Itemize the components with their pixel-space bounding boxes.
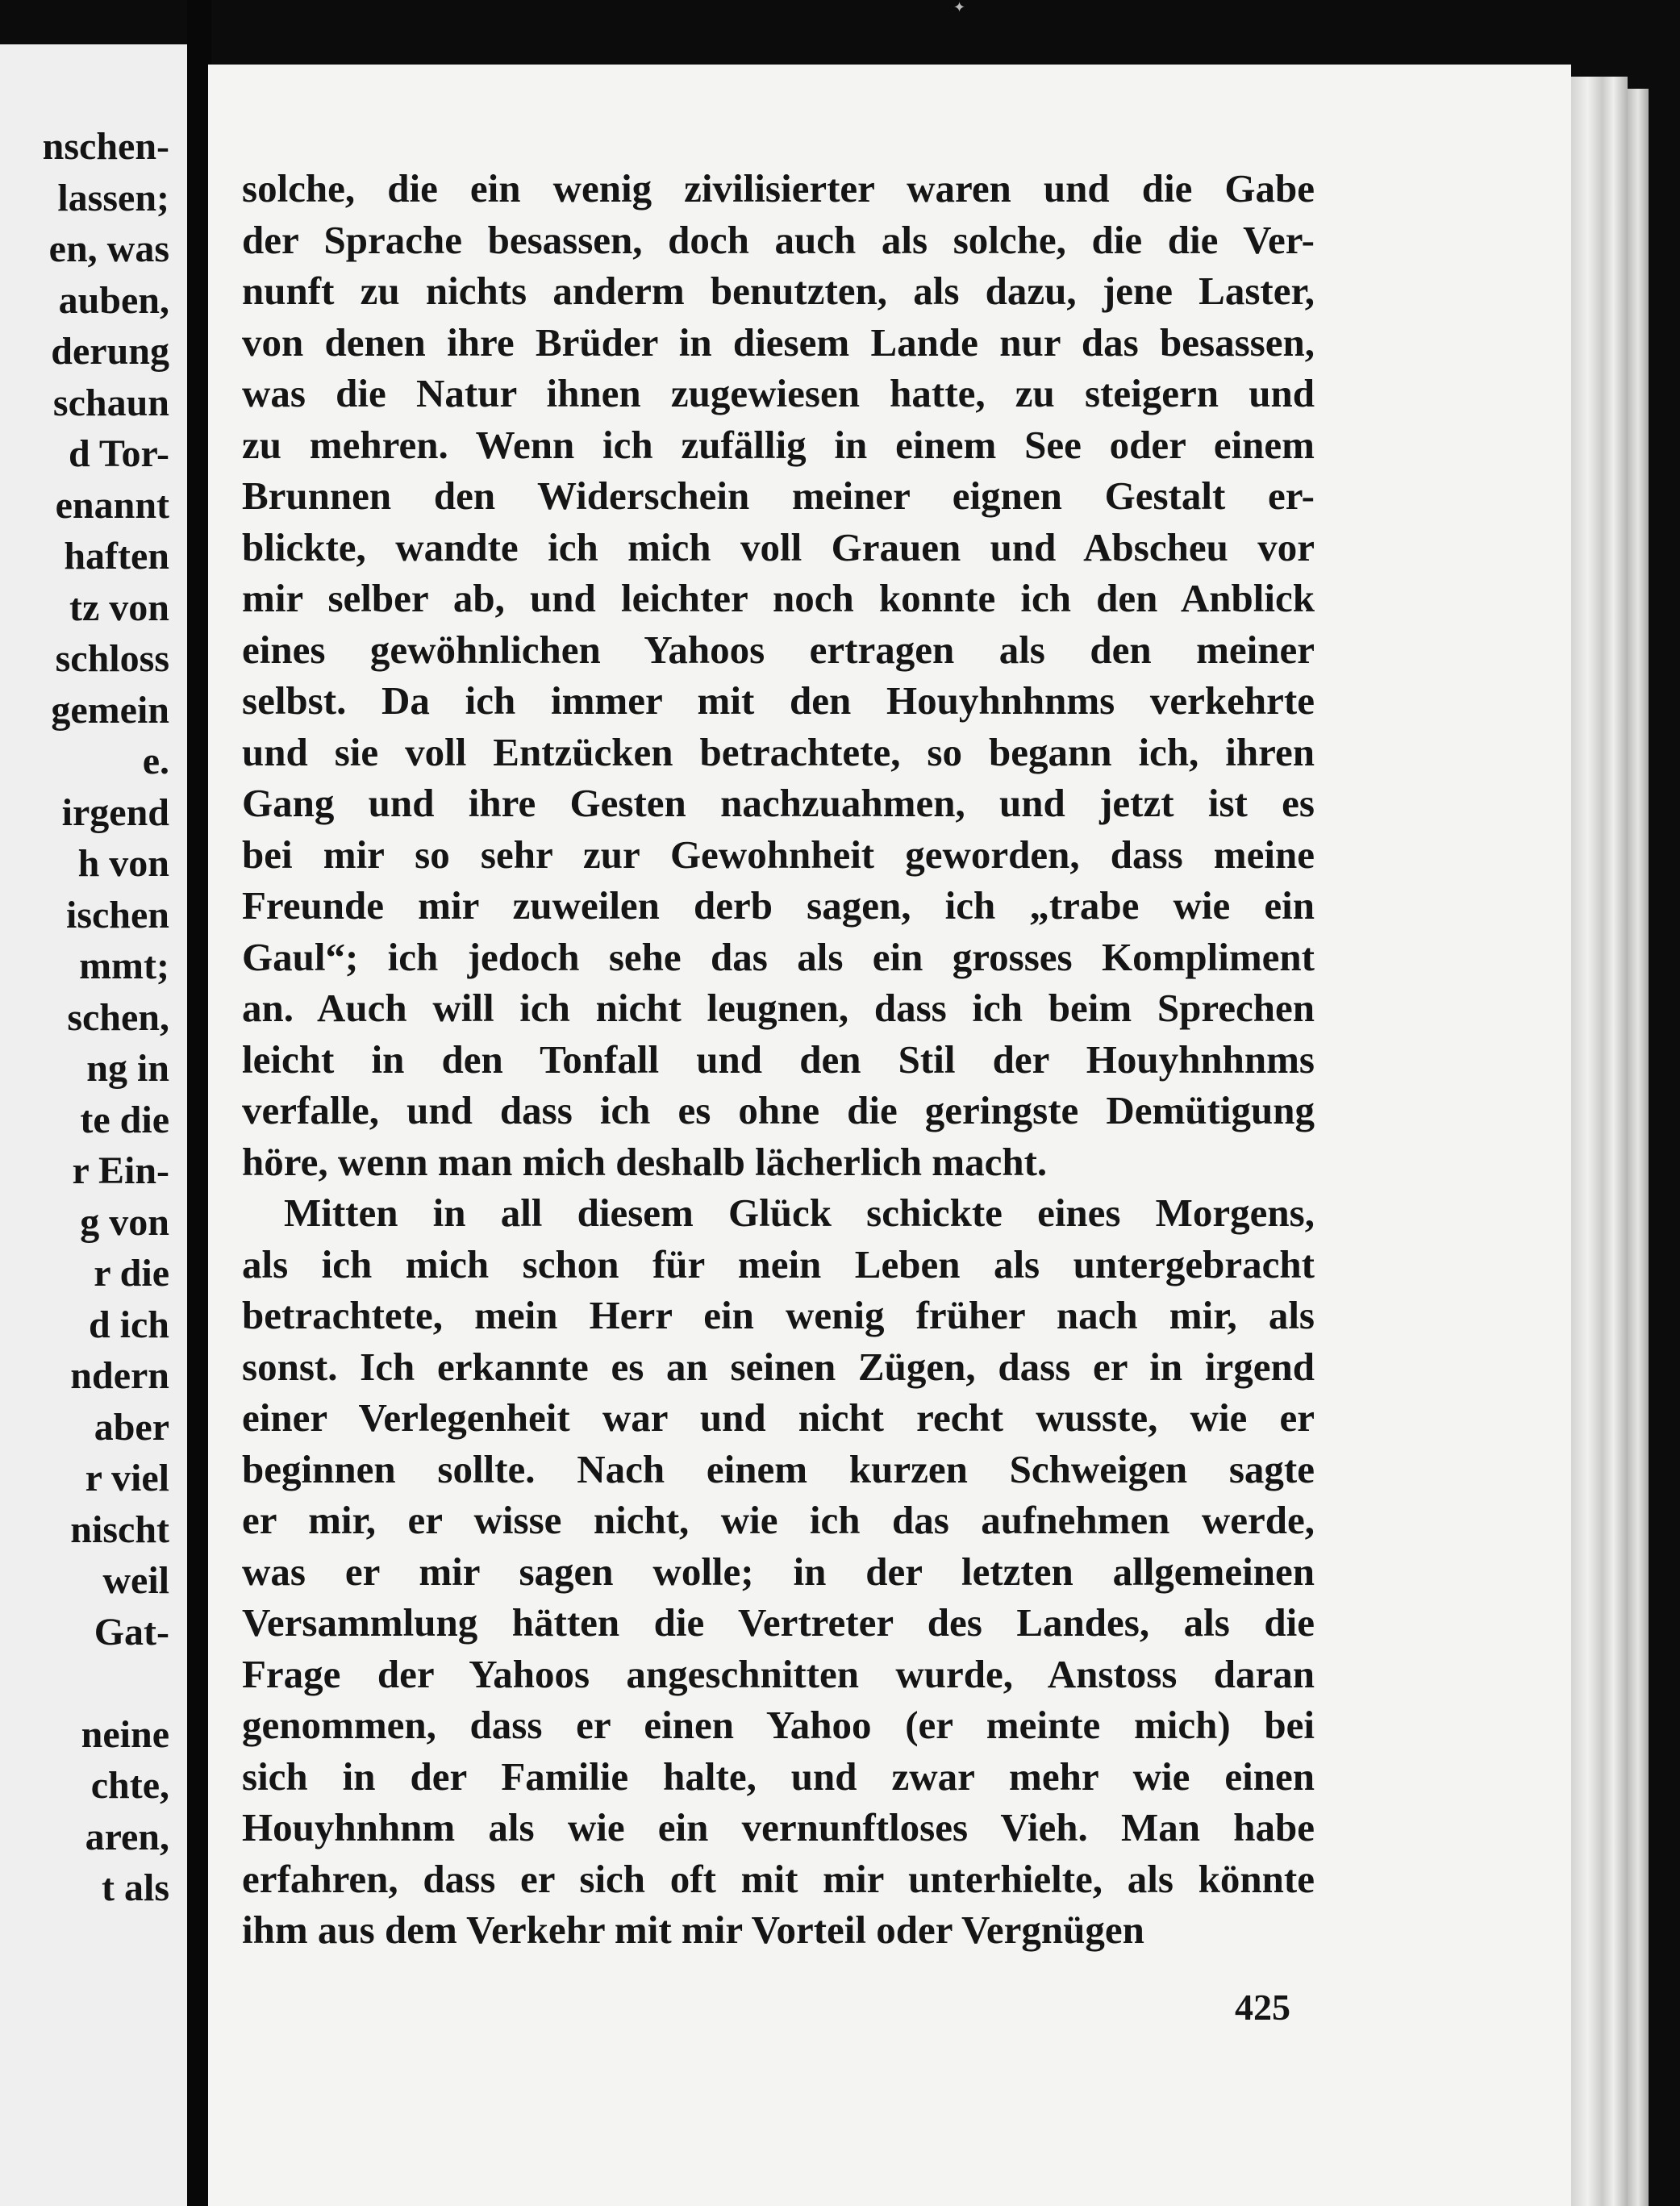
left-page-line: ischen bbox=[65, 893, 169, 936]
top-mark: ✦ bbox=[953, 0, 966, 15]
text-line: betrachtete, mein Herr ein wenig früher nach mir, als bbox=[242, 1293, 1315, 1337]
text-line: zu mehren. Wenn ich zufällig in einem See oder einem bbox=[242, 422, 1315, 467]
left-page-line: en, was bbox=[48, 227, 169, 270]
left-page-line: aren, bbox=[85, 1815, 169, 1858]
text-line: an. Auch will ich nicht leugnen, dass ich beim Sprechen bbox=[242, 986, 1315, 1030]
text-line: Freunde mir zuweilen derb sagen, ich „trabe wie ein bbox=[242, 883, 1315, 928]
left-page-line: irgend bbox=[61, 790, 169, 834]
left-page-line: haften bbox=[64, 535, 169, 578]
text-line: einer Verlegenheit war und nicht recht wusste, wie er bbox=[242, 1395, 1315, 1440]
left-page-line: t als bbox=[102, 1866, 169, 1909]
left-page-line: nschen- bbox=[42, 125, 169, 168]
text-line: Gaul“; ich jedoch sehe das als ein grosses Kompliment bbox=[242, 934, 1315, 979]
left-page-line: Gat- bbox=[94, 1610, 169, 1653]
left-page-line: auben, bbox=[58, 278, 169, 322]
text-line: der Sprache besassen, doch auch als solche, die die Ver- bbox=[242, 217, 1315, 262]
text-line: blickte, wandte ich mich voll Grauen und Abscheu vor bbox=[242, 524, 1315, 569]
text-line: was er mir sagen wolle; in der letzten allgemeinen bbox=[242, 1549, 1315, 1594]
text-line: als ich mich schon für mein Leben als untergebracht bbox=[242, 1241, 1315, 1286]
text-line: ihm aus dem Verkehr mit mir Vorteil oder Vergnügen bbox=[242, 1908, 1144, 1952]
text-line: eines gewöhnlichen Yahoos ertragen als den meiner bbox=[242, 627, 1315, 672]
text-line: leicht in den Tonfall und den Stil der Houyhnhnms bbox=[242, 1036, 1315, 1082]
text-line: solche, die ein wenig zivilisierter waren und die Gabe bbox=[242, 166, 1315, 211]
left-page-line: ndern bbox=[70, 1354, 169, 1397]
left-page-line: te die bbox=[80, 1098, 169, 1141]
text-line: beginnen sollte. Nach einem kurzen Schweigen sagte bbox=[242, 1446, 1315, 1491]
left-page-line: d Tor- bbox=[69, 432, 169, 475]
left-page-line: h von bbox=[77, 842, 169, 885]
text-line: sonst. Ich erkannte es an seinen Zügen, dass er in irgend bbox=[242, 1344, 1315, 1389]
text-line: Gang und ihre Gesten nachzuahmen, und jetzt ist es bbox=[242, 781, 1315, 825]
text-line: verfalle, und dass ich es ohne die geringste Demütigung bbox=[242, 1088, 1315, 1132]
left-page-line: tz von bbox=[69, 586, 169, 629]
text-line: was die Natur ihnen zugewiesen hatte, zu steigern und bbox=[242, 371, 1315, 415]
page-edge-outer bbox=[1628, 89, 1649, 2206]
text-line: Houyhnhnm als wie ein vernunftloses Vieh. Man habe bbox=[242, 1805, 1315, 1849]
left-page-line: mmt; bbox=[79, 945, 169, 987]
left-page-line: schen, bbox=[67, 995, 169, 1039]
text-line: genommen, dass er einen Yahoo (er meinte mich) bei bbox=[242, 1703, 1315, 1747]
text-line: von denen ihre Brüder in diesem Lande nur das besassen, bbox=[242, 319, 1315, 365]
left-page-line: gemein bbox=[51, 688, 169, 732]
text-line: Versammlung hätten die Vertreter des Landes, als die bbox=[242, 1600, 1315, 1645]
text-line: sich in der Familie halte, und zwar mehr wie einen bbox=[242, 1754, 1315, 1799]
left-page-line: nischt bbox=[70, 1508, 169, 1551]
left-page-line: lassen; bbox=[57, 176, 169, 219]
text-line: Mitten in all diesem Glück schickte eines Morgens, bbox=[284, 1191, 1315, 1235]
left-page-line: r die bbox=[94, 1252, 169, 1295]
text-line: er mir, er wisse nicht, wie ich das aufnehmen werde, bbox=[242, 1498, 1315, 1542]
left-page-line: aber bbox=[94, 1405, 169, 1449]
text-line: höre, wenn man mich deshalb lächerlich macht. bbox=[242, 1139, 1048, 1184]
left-page-line: enannt bbox=[55, 483, 169, 527]
text-line: mir selber ab, und leichter noch konnte ich den Anblick bbox=[242, 576, 1315, 620]
left-page-line: schaun bbox=[52, 381, 169, 424]
left-page-line: d ich bbox=[88, 1303, 169, 1346]
page-edge bbox=[1571, 77, 1628, 2206]
page-number: 425 bbox=[1235, 1987, 1290, 2028]
text-line: Brunnen den Widerschein meiner eignen Gestalt er- bbox=[242, 473, 1315, 518]
text-line: bei mir so sehr zur Gewohnheit geworden, dass meine bbox=[242, 832, 1315, 877]
text-line: nunft zu nichts anderm benutzten, als dazu, jene Laster, bbox=[242, 269, 1315, 313]
left-page bbox=[0, 44, 187, 2206]
left-page-line: r Ein- bbox=[72, 1149, 169, 1192]
left-page-line: neine bbox=[81, 1712, 169, 1756]
left-page-line: ng in bbox=[86, 1047, 169, 1090]
left-page-line: e. bbox=[142, 740, 169, 782]
left-page-line: r viel bbox=[85, 1457, 169, 1499]
text-line: und sie voll Entzücken betrachtete, so begann ich, ihren bbox=[242, 729, 1315, 774]
text-line: erfahren, dass er sich oft mit mir unterhielte, als könnte bbox=[242, 1856, 1315, 1901]
text-line: Frage der Yahoos angeschnitten wurde, Anstoss daran bbox=[242, 1651, 1315, 1696]
text-line: selbst. Da ich immer mit den Houyhnhnms verkehrte bbox=[242, 678, 1315, 723]
left-page-line: chte, bbox=[90, 1764, 169, 1807]
left-page-line: derung bbox=[51, 330, 169, 373]
left-page-line: schloss bbox=[55, 637, 169, 680]
left-page-line: g von bbox=[80, 1200, 169, 1244]
left-page-line: weil bbox=[102, 1559, 169, 1602]
